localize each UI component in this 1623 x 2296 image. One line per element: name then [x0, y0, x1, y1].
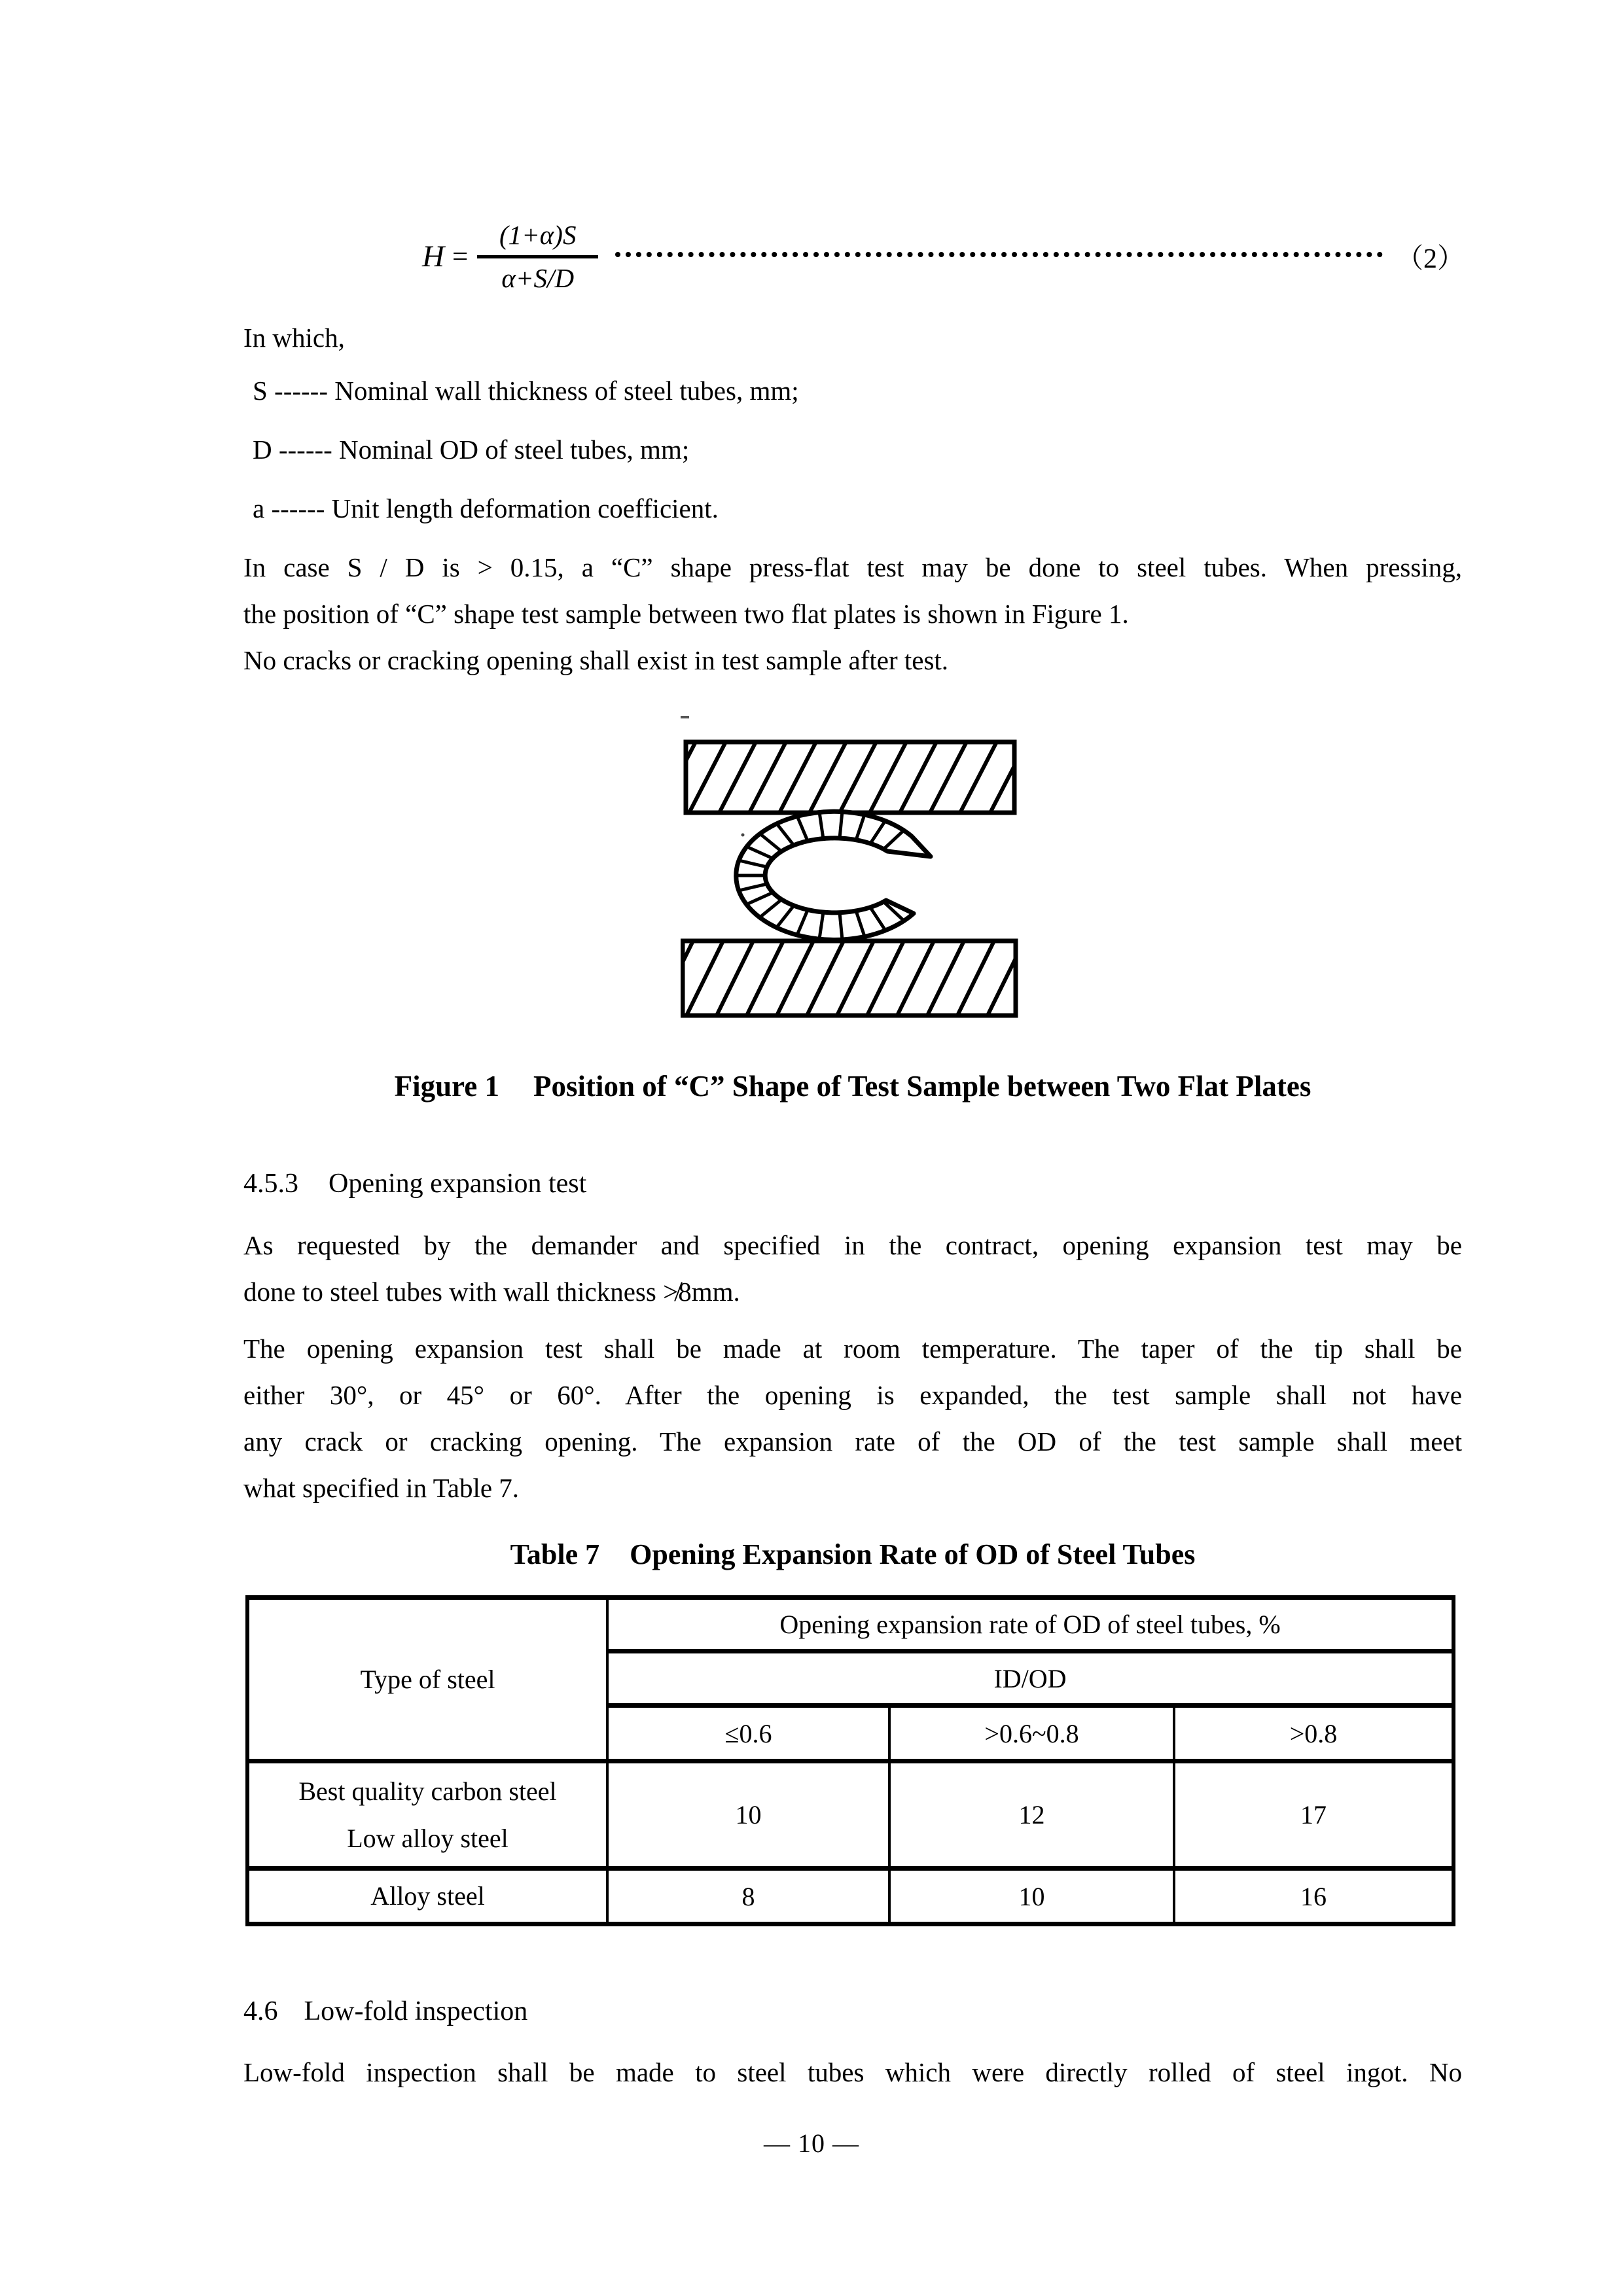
cell-value: 12: [889, 1761, 1174, 1869]
cell-steel-type-alloy: Alloy steel: [247, 1869, 607, 1924]
scan-artifact-dot: [741, 834, 745, 837]
table-row: [247, 1761, 1454, 1869]
table-7-title: [243, 1538, 1462, 1571]
section-4-6-heading: [243, 1996, 527, 2027]
cell-value: 10: [889, 1869, 1174, 1924]
opening-expansion-paragraph-2: The opening expansion test shall be made at room temperature. The taper of the tip shall be either 30°, or 45° or 60°. After the opening is expanded, the test sample shall not have any crack or cracking opening. The expansion rate of the OD of the test sample shall meet what specified in Table 7.: [243, 1333, 1462, 1503]
figure-1-caption-text: Position of “C” Shape of Test Sample between Two Flat Plates: [533, 1070, 1311, 1103]
formula-equation-2: [422, 198, 1465, 315]
cell-value: 8: [607, 1869, 889, 1924]
cell-steel-type-carbon-low-alloy: Best quality carbon steel Low alloy steel: [247, 1761, 607, 1869]
figure-1-caption: [243, 1069, 1462, 1103]
definition-a: a ------ Unit length deformation coefficient.: [253, 493, 719, 523]
low-fold-paragraph: Low-fold inspection shall be made to steel tubes which were directly rolled of steel ingot. No: [243, 2057, 1462, 2087]
formula-lhs: H: [422, 239, 444, 274]
cell-value: 10: [607, 1761, 889, 1869]
in-which-label: In which,: [243, 323, 345, 353]
table-row: [247, 1869, 1454, 1924]
table-header-expansion-rate: Opening expansion rate of OD of steel tubes, %: [607, 1598, 1454, 1651]
section-4-6-title: Low-fold inspection: [304, 1996, 528, 2026]
no-cracks-paragraph: No cracks or cracking opening shall exist in test sample after test.: [243, 645, 949, 675]
definition-s: S ------ Nominal wall thickness of steel tubes, mm;: [253, 376, 799, 406]
cell-value: 16: [1174, 1869, 1454, 1924]
top-flat-plate: [681, 738, 1021, 817]
definition-d: D ------ Nominal OD of steel tubes, mm;: [253, 434, 690, 465]
bottom-flat-plate: [681, 937, 1021, 1019]
table-header-gt-0-8: >0.8: [1174, 1706, 1454, 1761]
formula-denominator: α+S/D: [501, 263, 575, 293]
press-flat-paragraph: In case S / D is > 0.15, a “C” shape press-flat test may be done to steel tubes. When pressing, the position of “C” shape test sample between two flat plates is shown in Figure 1.: [243, 552, 1462, 629]
formula-fraction: [477, 219, 598, 294]
table-header-type-of-steel: Type of steel: [247, 1598, 607, 1761]
figure-press-flat-diagram: [681, 711, 1021, 1044]
section-4-6-number: 4.6: [243, 1996, 278, 2026]
opening-expansion-paragraph-1: As requested by the demander and specified in the contract, opening expansion test may be done to steel tubes with wall thickness ≯8mm.: [243, 1230, 1462, 1307]
table-header-0-6-to-0-8: >0.6~0.8: [889, 1706, 1174, 1761]
formula-equals: =: [452, 241, 469, 272]
table-7-title-label: Table 7: [510, 1538, 600, 1570]
table-header-le-0-6: ≤0.6: [607, 1706, 889, 1761]
section-4-5-3-title: Opening expansion test: [329, 1169, 587, 1199]
figure-1-caption-label: Figure 1: [394, 1070, 500, 1103]
cell-value: 17: [1174, 1761, 1454, 1869]
formula-numerator: (1+α)S: [499, 220, 577, 250]
table-7: [245, 1595, 1455, 1926]
table-7-title-text: Opening Expansion Rate of OD of Steel Tubes: [630, 1538, 1196, 1570]
scan-artifact-dash: [681, 716, 689, 718]
equation-number: （2）: [1395, 244, 1465, 274]
dotted-leader: [615, 252, 1383, 257]
section-4-5-3-number: 4.5.3: [243, 1169, 298, 1199]
c-shape-test-sample: [736, 811, 931, 940]
section-4-5-3-heading: [243, 1168, 586, 1199]
table-header-id-od: ID/OD: [607, 1651, 1454, 1706]
page-number: — 10 —: [764, 2128, 859, 2158]
